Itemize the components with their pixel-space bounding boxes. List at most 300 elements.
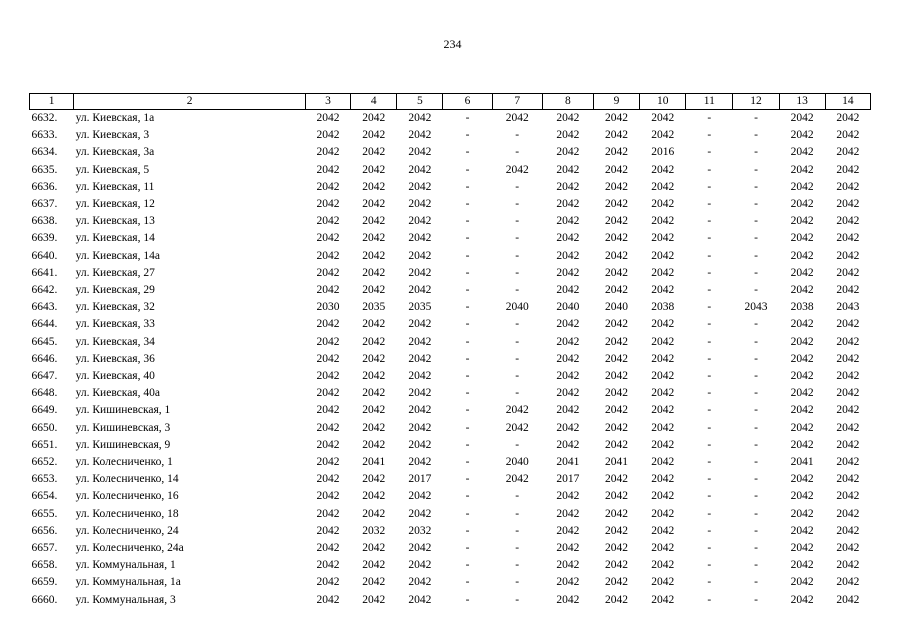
row-number: 6660. <box>31 593 58 606</box>
value-cell: - <box>754 370 758 383</box>
address-cell: ул. Киевская, 11 <box>75 180 155 193</box>
value-cell: - <box>515 335 520 348</box>
value-cell: 2042 <box>790 370 814 383</box>
value-cell: 2042 <box>605 249 629 262</box>
value-cell: 2042 <box>790 180 814 193</box>
value-cell: 2042 <box>651 129 675 142</box>
value-cell: 2042 <box>790 352 814 365</box>
row-number: 6635. <box>31 163 58 176</box>
value-cell: 2042 <box>316 232 340 245</box>
value-cell: 2042 <box>790 232 814 245</box>
value-cell: 2042 <box>408 456 432 469</box>
value-cell: 2042 <box>836 249 860 262</box>
value-cell: 2042 <box>362 473 386 486</box>
value-cell: - <box>515 352 520 365</box>
row-number: 6657. <box>31 542 58 555</box>
value-cell: 2042 <box>836 524 860 537</box>
table-row <box>30 196 871 213</box>
column-header: 5 <box>397 94 443 110</box>
value-cell: - <box>707 576 712 589</box>
value-cell: 2042 <box>362 318 386 331</box>
address-cell: ул. Киевская, 29 <box>75 284 155 297</box>
table-row <box>30 144 871 161</box>
table-body <box>30 94 871 609</box>
value-cell: 2042 <box>790 593 814 606</box>
value-cell: 2042 <box>651 387 675 400</box>
value-cell: - <box>465 163 470 176</box>
value-cell: 2042 <box>408 593 432 606</box>
value-cell: 2042 <box>505 112 529 124</box>
row-number: 6653. <box>31 473 58 486</box>
table-row <box>30 540 871 557</box>
value-cell: - <box>707 284 712 297</box>
value-cell: - <box>465 593 470 606</box>
row-number: 6655. <box>31 507 58 520</box>
value-cell: 2042 <box>316 387 340 400</box>
table-row <box>30 127 871 144</box>
value-cell: 2042 <box>651 456 675 469</box>
value-cell: 2042 <box>556 232 580 245</box>
value-cell: - <box>465 249 470 262</box>
address-cell: ул. Кишиневская, 9 <box>75 438 171 451</box>
value-cell: - <box>465 473 470 486</box>
value-cell: - <box>707 542 712 555</box>
row-number: 6645. <box>31 335 58 348</box>
value-cell: - <box>465 318 470 331</box>
table-row <box>30 316 871 333</box>
value-cell: 2042 <box>556 163 580 176</box>
value-cell: - <box>754 438 758 451</box>
value-cell: 2042 <box>790 112 814 124</box>
address-cell: ул. Киевская, 3а <box>75 146 155 159</box>
value-cell: - <box>465 146 470 159</box>
value-cell: 2043 <box>836 301 860 314</box>
value-cell: 2042 <box>316 542 340 555</box>
value-cell: 2042 <box>836 507 860 520</box>
value-cell: - <box>515 490 520 503</box>
value-cell: 2042 <box>605 318 629 331</box>
value-cell: 2042 <box>408 352 432 365</box>
value-cell: - <box>754 421 758 434</box>
value-cell: - <box>515 542 520 555</box>
value-cell: 2042 <box>836 370 860 383</box>
value-cell: 2042 <box>316 335 340 348</box>
value-cell: 2042 <box>408 180 432 193</box>
value-cell: 2042 <box>836 163 860 176</box>
value-cell: - <box>515 318 520 331</box>
value-cell: 2041 <box>605 456 629 469</box>
value-cell: 2041 <box>556 456 580 469</box>
value-cell: 2042 <box>362 249 386 262</box>
value-cell: 2042 <box>651 507 675 520</box>
table-row <box>30 230 871 247</box>
value-cell: 2038 <box>790 301 814 314</box>
value-cell: 2042 <box>651 559 675 572</box>
address-cell: ул. Киевская, 33 <box>75 318 155 331</box>
value-cell: 2042 <box>408 266 432 279</box>
address-cell: ул. Киевская, 14 <box>75 232 155 245</box>
value-cell: 2042 <box>605 335 629 348</box>
value-cell: 2042 <box>605 146 629 159</box>
value-cell: 2035 <box>362 301 386 314</box>
value-cell: 2042 <box>556 387 580 400</box>
value-cell: - <box>754 284 758 297</box>
value-cell: - <box>754 249 758 262</box>
value-cell: 2042 <box>836 215 860 228</box>
value-cell: 2042 <box>790 507 814 520</box>
row-number: 6636. <box>31 180 58 193</box>
row-number: 6644. <box>31 318 58 331</box>
value-cell: - <box>515 387 520 400</box>
value-cell: - <box>465 456 470 469</box>
address-cell: ул. Колесниченко, 16 <box>75 490 179 503</box>
address-cell: ул. Колесниченко, 14 <box>75 473 179 486</box>
value-cell: - <box>465 198 470 211</box>
value-cell: - <box>515 576 520 589</box>
value-cell: - <box>754 404 758 417</box>
value-cell: 2042 <box>316 507 340 520</box>
address-cell: ул. Колесниченко, 24 <box>75 524 179 537</box>
column-header: 7 <box>492 94 542 110</box>
value-cell: 2042 <box>605 473 629 486</box>
value-cell: - <box>515 146 520 159</box>
value-cell: - <box>515 249 520 262</box>
value-cell: 2042 <box>408 370 432 383</box>
value-cell: 2042 <box>316 404 340 417</box>
value-cell: - <box>707 438 712 451</box>
value-cell: 2042 <box>836 352 860 365</box>
value-cell: - <box>465 559 470 572</box>
column-header: 13 <box>779 94 825 110</box>
column-header: 12 <box>733 94 779 110</box>
value-cell: 2042 <box>362 387 386 400</box>
value-cell: - <box>754 593 758 606</box>
value-cell: 2042 <box>605 163 629 176</box>
value-cell: 2042 <box>605 438 629 451</box>
value-cell: 2040 <box>505 301 529 314</box>
value-cell: 2042 <box>790 335 814 348</box>
value-cell: 2030 <box>316 301 340 314</box>
value-cell: 2017 <box>556 473 580 486</box>
value-cell: - <box>754 456 758 469</box>
address-cell: ул. Кишиневская, 3 <box>75 421 171 434</box>
value-cell: 2042 <box>790 387 814 400</box>
value-cell: 2042 <box>790 129 814 142</box>
value-cell: - <box>465 542 470 555</box>
value-cell: - <box>707 335 712 348</box>
value-cell: 2042 <box>836 576 860 589</box>
value-cell: - <box>515 370 520 383</box>
value-cell: - <box>754 473 758 486</box>
address-cell: ул. Киевская, 32 <box>75 301 155 314</box>
address-cell: ул. Киевская, 34 <box>75 335 155 348</box>
value-cell: 2042 <box>651 112 675 124</box>
value-cell: 2042 <box>556 318 580 331</box>
value-cell: 2042 <box>836 404 860 417</box>
table-row <box>30 299 871 316</box>
value-cell: 2042 <box>790 318 814 331</box>
value-cell: 2042 <box>316 421 340 434</box>
value-cell: 2042 <box>605 559 629 572</box>
value-cell: - <box>754 352 758 365</box>
row-number: 6639. <box>31 232 58 245</box>
value-cell: 2042 <box>316 559 340 572</box>
value-cell: 2042 <box>362 370 386 383</box>
value-cell: 2040 <box>505 456 529 469</box>
value-cell: 2042 <box>651 249 675 262</box>
value-cell: 2042 <box>556 507 580 520</box>
value-cell: 2042 <box>408 438 432 451</box>
value-cell: 2042 <box>362 215 386 228</box>
value-cell: - <box>515 593 520 606</box>
value-cell: 2042 <box>362 284 386 297</box>
column-header: 3 <box>305 94 350 110</box>
table-row <box>30 471 871 488</box>
value-cell: 2042 <box>362 559 386 572</box>
value-cell: - <box>515 438 520 451</box>
value-cell: 2042 <box>556 524 580 537</box>
value-cell: 2042 <box>790 249 814 262</box>
address-cell: ул. Киевская, 12 <box>75 198 155 211</box>
value-cell: 2042 <box>651 473 675 486</box>
value-cell: 2042 <box>556 438 580 451</box>
value-cell: - <box>754 215 758 228</box>
value-cell: - <box>465 129 470 142</box>
value-cell: 2042 <box>316 318 340 331</box>
value-cell: - <box>515 559 520 572</box>
value-cell: 2016 <box>651 146 675 159</box>
value-cell: 2042 <box>556 576 580 589</box>
value-cell: - <box>707 524 712 537</box>
value-cell: 2042 <box>836 180 860 193</box>
value-cell: 2042 <box>316 438 340 451</box>
value-cell: 2042 <box>316 524 340 537</box>
value-cell: 2042 <box>316 456 340 469</box>
value-cell: 2042 <box>836 438 860 451</box>
value-cell: 2042 <box>651 490 675 503</box>
value-cell: 2042 <box>362 146 386 159</box>
value-cell: - <box>707 490 712 503</box>
value-cell: - <box>707 370 712 383</box>
value-cell: 2042 <box>408 249 432 262</box>
value-cell: - <box>707 266 712 279</box>
value-cell: - <box>754 180 758 193</box>
value-cell: 2042 <box>362 507 386 520</box>
value-cell: 2042 <box>556 266 580 279</box>
value-cell: 2042 <box>836 421 860 434</box>
value-cell: - <box>754 507 758 520</box>
value-cell: 2042 <box>790 404 814 417</box>
table-row <box>30 574 871 591</box>
value-cell: - <box>465 387 470 400</box>
value-cell: - <box>754 387 758 400</box>
value-cell: 2042 <box>362 180 386 193</box>
value-cell: 2042 <box>556 249 580 262</box>
value-cell: - <box>465 266 470 279</box>
value-cell: 2042 <box>408 490 432 503</box>
value-cell: 2042 <box>651 232 675 245</box>
value-cell: - <box>515 215 520 228</box>
value-cell: - <box>754 232 758 245</box>
value-cell: - <box>465 370 470 383</box>
row-number: 6646. <box>31 352 58 365</box>
value-cell: 2017 <box>408 473 432 486</box>
value-cell: 2042 <box>790 163 814 176</box>
value-cell: - <box>515 524 520 537</box>
value-cell: 2042 <box>836 387 860 400</box>
column-header: 10 <box>640 94 686 110</box>
value-cell: 2042 <box>651 370 675 383</box>
address-cell: ул. Киевская, 36 <box>75 352 155 365</box>
value-cell: 2042 <box>556 421 580 434</box>
value-cell: - <box>754 198 758 211</box>
row-number: 6651. <box>31 438 58 451</box>
value-cell: 2042 <box>556 284 580 297</box>
address-cell: ул. Киевская, 3 <box>75 129 150 142</box>
value-cell: - <box>707 129 712 142</box>
value-cell: 2042 <box>790 438 814 451</box>
value-cell: - <box>515 232 520 245</box>
value-cell: 2042 <box>651 404 675 417</box>
value-cell: 2042 <box>556 335 580 348</box>
value-cell: 2042 <box>790 284 814 297</box>
value-cell: 2032 <box>362 524 386 537</box>
value-cell: 2042 <box>790 542 814 555</box>
value-cell: - <box>754 266 758 279</box>
value-cell: 2042 <box>556 180 580 193</box>
value-cell: 2042 <box>651 163 675 176</box>
value-cell: 2042 <box>556 146 580 159</box>
value-cell: 2042 <box>836 473 860 486</box>
value-cell: 2042 <box>605 232 629 245</box>
value-cell: - <box>707 352 712 365</box>
value-cell: - <box>515 284 520 297</box>
table-row <box>30 265 871 282</box>
value-cell: 2042 <box>651 284 675 297</box>
column-header: 1 <box>30 94 74 110</box>
table-row <box>30 282 871 299</box>
value-cell: 2042 <box>790 146 814 159</box>
value-cell: 2042 <box>556 370 580 383</box>
table-row <box>30 368 871 385</box>
value-cell: 2042 <box>408 576 432 589</box>
value-cell: - <box>707 421 712 434</box>
row-number: 6647. <box>31 370 58 383</box>
value-cell: 2042 <box>651 524 675 537</box>
table-row <box>30 437 871 454</box>
value-cell: 2042 <box>556 490 580 503</box>
value-cell: - <box>707 163 712 176</box>
value-cell: 2042 <box>651 438 675 451</box>
value-cell: - <box>707 146 712 159</box>
column-header: 8 <box>542 94 593 110</box>
value-cell: 2042 <box>316 215 340 228</box>
value-cell: 2042 <box>836 559 860 572</box>
value-cell: 2042 <box>316 180 340 193</box>
value-cell: - <box>707 507 712 520</box>
value-cell: 2042 <box>790 266 814 279</box>
value-cell: 2042 <box>605 370 629 383</box>
value-cell: 2042 <box>408 112 432 124</box>
column-header: 2 <box>74 94 306 110</box>
value-cell: - <box>465 232 470 245</box>
value-cell: 2042 <box>605 542 629 555</box>
value-cell: - <box>515 180 520 193</box>
value-cell: - <box>754 576 758 589</box>
value-cell: 2042 <box>362 198 386 211</box>
row-number: 6658. <box>31 559 58 572</box>
value-cell: 2042 <box>836 129 860 142</box>
address-cell: ул. Коммунальная, 1 <box>75 559 176 572</box>
value-cell: 2042 <box>605 284 629 297</box>
value-cell: 2042 <box>790 576 814 589</box>
value-cell: 2042 <box>316 370 340 383</box>
table-row <box>30 248 871 265</box>
value-cell: 2042 <box>556 559 580 572</box>
value-cell: - <box>515 266 520 279</box>
value-cell: 2042 <box>605 266 629 279</box>
value-cell: 2042 <box>505 421 529 434</box>
value-cell: - <box>465 180 470 193</box>
value-cell: 2042 <box>408 387 432 400</box>
value-cell: 2042 <box>605 215 629 228</box>
value-cell: 2042 <box>836 232 860 245</box>
value-cell: 2042 <box>651 576 675 589</box>
value-cell: - <box>707 559 712 572</box>
value-cell: 2042 <box>651 198 675 211</box>
value-cell: 2042 <box>651 542 675 555</box>
table-row <box>30 420 871 437</box>
page-number: 234 <box>443 37 462 51</box>
value-cell: 2042 <box>362 352 386 365</box>
value-cell: - <box>754 163 758 176</box>
value-cell: - <box>465 576 470 589</box>
value-cell: 2042 <box>836 318 860 331</box>
address-cell: ул. Киевская, 13 <box>75 215 155 228</box>
value-cell: 2042 <box>790 524 814 537</box>
value-cell: - <box>707 387 712 400</box>
value-cell: 2042 <box>605 507 629 520</box>
value-cell: 2042 <box>651 266 675 279</box>
address-cell: ул. Колесниченко, 18 <box>75 507 179 520</box>
value-cell: 2040 <box>605 301 629 314</box>
value-cell: 2042 <box>316 266 340 279</box>
table-row <box>30 351 871 368</box>
value-cell: - <box>754 129 758 142</box>
table-row <box>30 454 871 471</box>
address-cell: ул. Кишиневская, 1 <box>75 404 171 417</box>
value-cell: - <box>465 507 470 520</box>
table-row <box>30 213 871 230</box>
row-number: 6632. <box>31 112 58 124</box>
value-cell: - <box>754 112 758 124</box>
table-header-row <box>30 94 871 110</box>
value-cell: 2042 <box>408 163 432 176</box>
value-cell: 2042 <box>316 249 340 262</box>
value-cell: 2042 <box>362 576 386 589</box>
value-cell: 2042 <box>605 129 629 142</box>
value-cell: - <box>707 404 712 417</box>
row-number: 6650. <box>31 421 58 434</box>
address-cell: ул. Колесниченко, 24а <box>75 542 184 555</box>
value-cell: 2042 <box>651 318 675 331</box>
value-cell: 2042 <box>362 490 386 503</box>
row-number: 6656. <box>31 524 58 537</box>
value-cell: 2042 <box>651 421 675 434</box>
value-cell: 2042 <box>605 404 629 417</box>
value-cell: 2042 <box>651 335 675 348</box>
value-cell: 2042 <box>408 198 432 211</box>
